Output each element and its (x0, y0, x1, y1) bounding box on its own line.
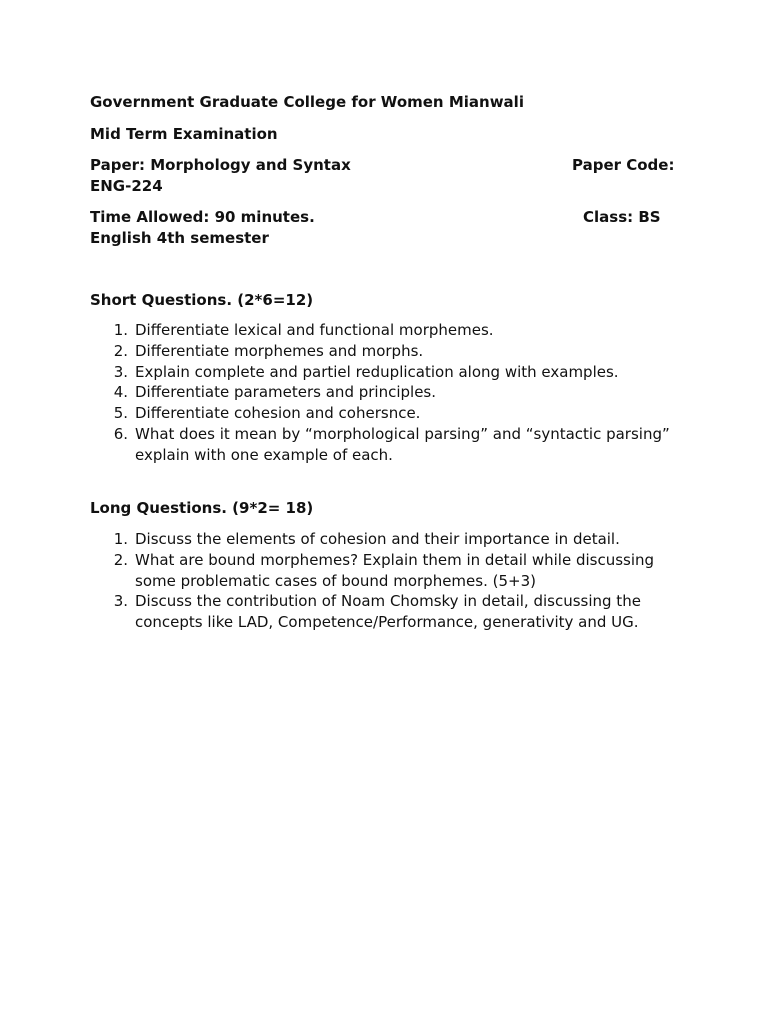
college-name: Government Graduate College for Women Mianwali (90, 93, 524, 111)
question-number: 5. (113, 404, 128, 423)
list-item (90, 403, 690, 424)
short-questions-heading: Short Questions. (2*6=12) (90, 291, 314, 309)
list-item (90, 529, 690, 550)
class-label: Class: BS (583, 208, 661, 226)
question-text: Differentiate morphemes and morphs. (135, 341, 424, 360)
question-text: Discuss the contribution of Noam Chomsky in detail, discussing the (135, 592, 641, 611)
long-questions-list (90, 529, 690, 633)
question-number: 3. (113, 592, 128, 611)
question-text: Differentiate parameters and principles. (135, 383, 437, 402)
list-item (90, 362, 690, 383)
paper-code-value: ENG-224 (90, 177, 163, 195)
question-number: 1. (113, 321, 128, 339)
list-item (90, 382, 690, 403)
short-questions-list (90, 320, 690, 466)
question-number: 3. (113, 362, 128, 381)
paper-code-label: Paper Code: (572, 156, 675, 174)
long-questions-heading: Long Questions. (9*2= 18) (90, 499, 314, 517)
list-item (90, 341, 690, 362)
class-value: English 4th semester (90, 229, 269, 247)
question-text: What are bound morphemes? Explain them in detail while discussing (135, 550, 655, 569)
question-text: What does it mean by “morphological parsing” and “syntactic parsing” (135, 424, 670, 443)
list-item (90, 320, 690, 341)
list-item (90, 550, 690, 592)
list-item (90, 424, 690, 466)
question-text-continued: concepts like LAD, Competence/Performance, generativity and UG. (135, 613, 639, 632)
question-text: Discuss the elements of cohesion and their importance in detail. (135, 530, 620, 548)
paper-title: Paper: Morphology and Syntax (90, 156, 351, 174)
question-text: Differentiate lexical and functional morphemes. (135, 321, 494, 339)
question-number: 1. (113, 530, 128, 548)
list-item (90, 591, 690, 633)
time-allowed: Time Allowed: 90 minutes. (90, 208, 315, 226)
question-text: Explain complete and partiel reduplication along with examples. (135, 362, 619, 381)
question-text-continued: some problematic cases of bound morphemes. (5+3) (135, 571, 536, 590)
question-text-continued: explain with one example of each. (135, 445, 393, 464)
question-number: 2. (113, 550, 128, 569)
exam-page (90, 0, 690, 1024)
question-number: 4. (113, 383, 128, 402)
question-number: 2. (113, 341, 128, 360)
exam-title: Mid Term Examination (90, 125, 278, 143)
question-text: Differentiate cohesion and cohersnce. (135, 404, 421, 423)
question-number: 6. (113, 424, 128, 443)
